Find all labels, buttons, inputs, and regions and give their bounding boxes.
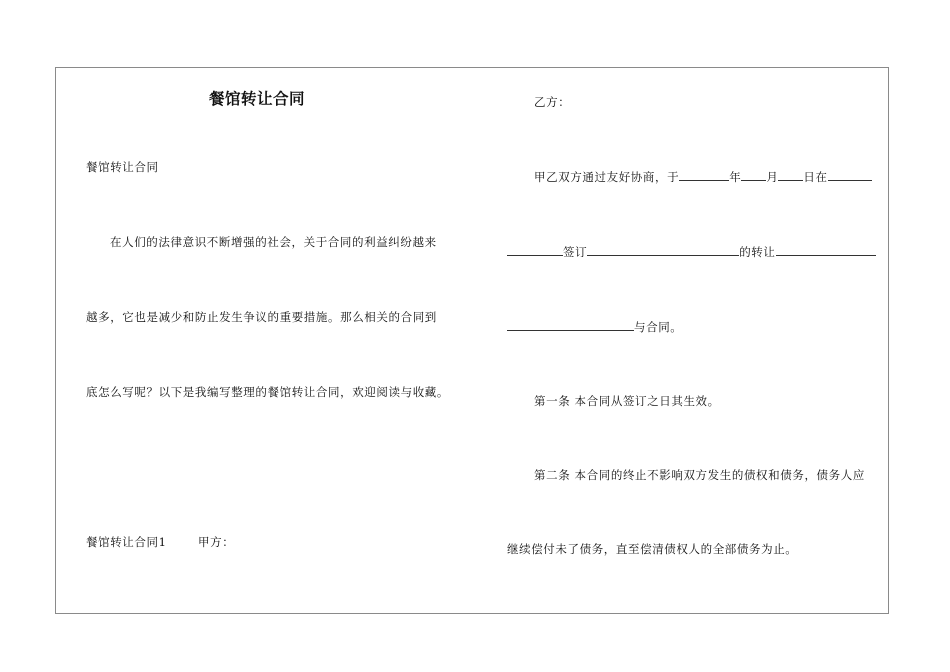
year-label: 年 <box>729 170 742 184</box>
article-2-line-2: 继续偿付未了债务，直至偿清债权人的全部债务为止。 <box>507 542 798 556</box>
party-blank <box>507 244 563 256</box>
agreement-line-3 <box>507 319 682 334</box>
party-b-label: 乙方： <box>534 95 571 109</box>
agreement-line-1 <box>534 169 872 184</box>
intro-line-2: 越多，它也是减少和防止发生争议的重要措施。那么相关的合同到 <box>86 310 437 324</box>
intro-line-1: 在人们的法律意识不断增强的社会，关于合同的利益纠纷越来 <box>110 235 437 249</box>
month-label: 月 <box>766 170 779 184</box>
month-blank <box>741 169 766 181</box>
transfer-blank <box>776 244 876 256</box>
day-at-label: 日在 <box>803 170 828 184</box>
signed-label: 签订 <box>563 245 588 259</box>
article-1: 第一条 本合同从签订之日其生效。 <box>534 394 720 408</box>
document-title: 餐馆转让合同 <box>209 90 306 108</box>
agreement-prefix: 甲乙双方通过友好协商，于 <box>534 170 680 184</box>
object-blank <box>587 244 739 256</box>
party-a-label: 甲方： <box>198 535 235 549</box>
place-blank <box>828 169 872 181</box>
year-blank <box>679 169 729 181</box>
day-blank <box>778 169 803 181</box>
document-subtitle: 餐馆转让合同 <box>86 160 159 174</box>
document-frame <box>55 67 889 614</box>
contract-1-label: 餐馆转让合同1 <box>86 535 167 549</box>
agreement-line-2 <box>507 244 876 259</box>
transfer-label: 的转让 <box>739 245 776 259</box>
contract-blank <box>507 319 634 331</box>
intro-line-3: 底怎么写呢？以下是我编写整理的餐馆转让合同，欢迎阅读与收藏。 <box>86 385 449 399</box>
article-2-line-1: 第二条 本合同的终止不影响双方发生的债权和债务，债务人应 <box>534 468 865 482</box>
and-contract-label: 与合同。 <box>634 320 683 334</box>
